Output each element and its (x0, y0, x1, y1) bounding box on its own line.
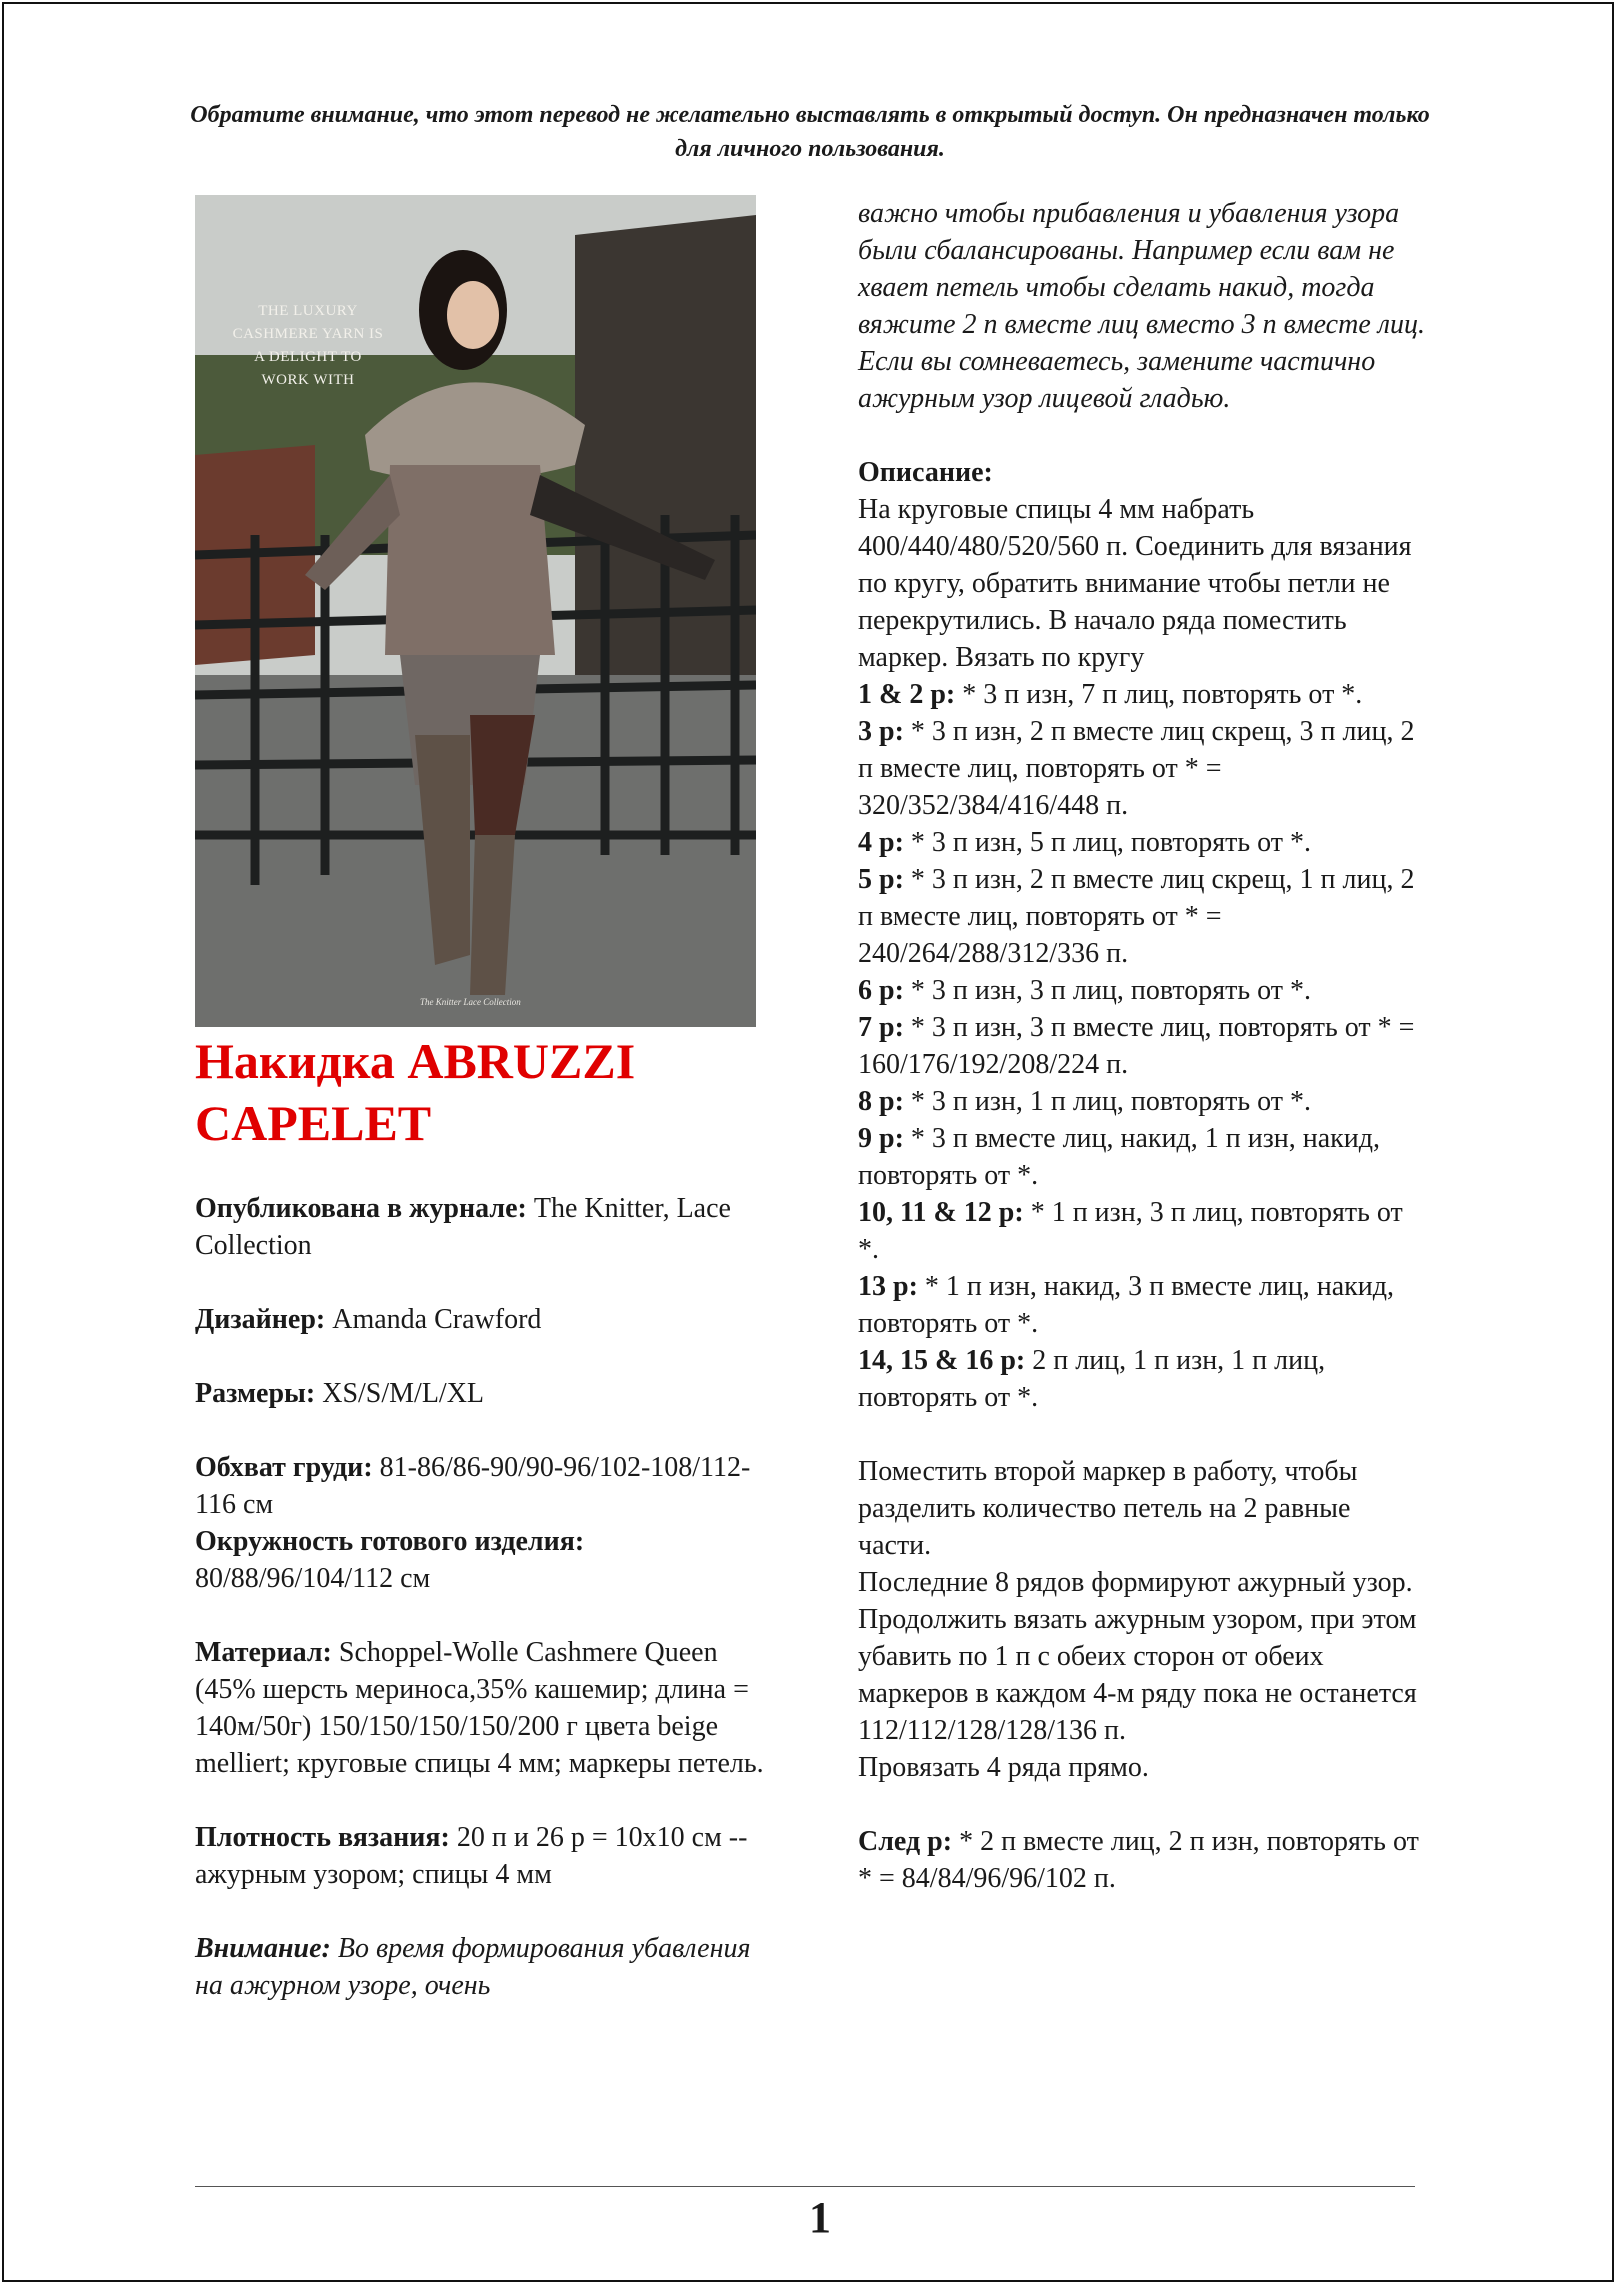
pattern-title: Накидка ABRUZZI CAPELET (195, 1033, 636, 1151)
row-instruction (858, 713, 1430, 824)
row-label: 8 р: (858, 1086, 904, 1117)
row-text: * 3 п изн, 3 п вместе лиц, повторять от * = 160/176/192/208/224 п. (858, 1012, 1415, 1080)
row-instruction (858, 972, 1430, 1009)
finished-size-info (195, 1523, 765, 1597)
footer-divider (195, 2186, 1415, 2187)
row-text: * 3 п изн, 5 п лиц, повторять от *. (903, 827, 1311, 858)
material-value: Schoppel-Wolle Cashmere Queen (45% шерсть мериноса,35% кашемир; длина = 140м/50г) 150/150/150/150/200 г цвета beige melliert; круговые спицы 4 мм; маркеры петель. (195, 1637, 764, 1779)
row-instruction (858, 1194, 1430, 1268)
row-label: 3 р: (858, 716, 904, 747)
photo-caption (228, 300, 388, 392)
next-row-instruction (858, 1823, 1430, 1897)
row-label: 5 р: (858, 864, 904, 895)
photo-caption-line: A DELIGHT TO (254, 349, 362, 365)
photo-caption-line: THE LUXURY (258, 303, 358, 319)
row-text: * 3 п изн, 2 п вместе лиц скрещ, 3 п лиц, 2 п вместе лиц, повторять от * = 320/352/384/416/448 п. (858, 716, 1415, 821)
next-row-label: След р: (858, 1826, 953, 1857)
gauge-info (195, 1819, 765, 1893)
attention-value: Во время формирования убавления на ажурном узоре, очень (195, 1933, 751, 2001)
distribution-notice: Обратите внимание, что этот перевод не желательно выставлять в открытый доступ. Он предназначен только для личного пользования. (190, 102, 1430, 162)
row-label: 9 р: (858, 1123, 904, 1154)
published-info (195, 1190, 765, 1264)
row-text: * 3 п вместе лиц, накид, 1 п изн, накид, повторять от *. (858, 1123, 1381, 1191)
row-label: 4 р: (858, 827, 904, 858)
row-instruction (858, 1268, 1430, 1342)
row-label: 14, 15 & 16 р: (858, 1345, 1026, 1376)
row-text: * 3 п изн, 2 п вместе лиц скрещ, 1 п лиц, 2 п вместе лиц, повторять от * = 240/264/288/312/336 п. (858, 864, 1415, 969)
material-info (195, 1634, 765, 1782)
sizes-info (195, 1375, 765, 1412)
designer-label: Дизайнер: (195, 1304, 326, 1335)
photo-caption-line: CASHMERE YARN IS (232, 326, 384, 342)
published-value: The Knitter, Lace Collection (195, 1193, 731, 1261)
row-label: 7 р: (858, 1012, 904, 1043)
attention-continued: важно чтобы прибавления и убавления узора были сбалансированы. Например если вам не хвает петель чтобы сделать накид, тогда вяжите 2 п вместе лиц вместо 3 п вместе лиц. Если вы сомневаетесь, замените частично ажурным узор лицевой гладью. (858, 198, 1425, 414)
straight-rows-paragraph: Провязать 4 ряда прямо. (858, 1752, 1149, 1783)
right-column (858, 195, 1430, 1897)
row-text: * 1 п изн, 3 п лиц, повторять от *. (858, 1197, 1403, 1265)
row-label: 10, 11 & 12 р: (858, 1197, 1024, 1228)
row-label: 13 р: (858, 1271, 918, 1302)
cover-photo (195, 195, 756, 1027)
row-instruction (858, 1120, 1430, 1194)
row-instruction (858, 824, 1430, 861)
decrease-paragraph: Последние 8 рядов формируют ажурный узор. Продолжить вязать ажурным узором, при этом убавить по 1 п с обеих сторон от обеих маркеров в каждом 4-м ряду пока не останется 112/112/128/128/136 п. (858, 1567, 1417, 1746)
description-intro: На круговые спицы 4 мм набрать 400/440/480/520/560 п. Соединить для вязания по кругу, обратить внимание чтобы петли не перекрутились. В начало ряда поместить маркер. Вязать по кругу (858, 494, 1412, 673)
gauge-value: 20 п и 26 р = 10х10 см -- ажурным узором; спицы 4 мм (195, 1822, 748, 1890)
row-instruction (858, 1009, 1430, 1083)
row-label: 6 р: (858, 975, 904, 1006)
row-instruction (858, 1083, 1430, 1120)
row-instruction (858, 1342, 1430, 1416)
left-column (195, 1190, 765, 2004)
finished-size-value: 80/88/96/104/112 см (195, 1563, 431, 1594)
row-text: * 3 п изн, 3 п лиц, повторять от *. (903, 975, 1311, 1006)
attention-note (195, 1930, 765, 2004)
row-text: * 3 п изн, 1 п лиц, повторять от *. (903, 1086, 1311, 1117)
designer-info (195, 1301, 765, 1338)
page-number: 1 (809, 2193, 831, 2242)
finished-size-label: Окружность готового изделия: (195, 1526, 585, 1557)
sizes-value: XS/S/M/L/XL (315, 1378, 485, 1409)
designer-value: Amanda Crawford (325, 1304, 542, 1335)
row-text: * 1 п изн, накид, 3 п вместе лиц, накид, повторять от *. (858, 1271, 1395, 1339)
row-instruction (858, 861, 1430, 972)
chest-info (195, 1449, 765, 1523)
sizes-label: Размеры: (195, 1378, 316, 1409)
next-row-text: * 2 п вместе лиц, 2 п изн, повторять от * = 84/84/96/96/102 п. (858, 1826, 1419, 1894)
chest-value: 81-86/86-90/90-96/102-108/112-116 см (195, 1452, 751, 1520)
gauge-label: Плотность вязания: (195, 1822, 450, 1853)
row-instruction (858, 676, 1430, 713)
photo-caption-line: WORK WITH (261, 372, 355, 388)
material-label: Материал: (195, 1637, 332, 1668)
row-text: 2 п лиц, 1 п изн, 1 п лиц, повторять от *. (858, 1345, 1326, 1413)
chest-label: Обхват груди: (195, 1452, 373, 1483)
description-heading-text: Описание: (858, 457, 993, 488)
row-label: 1 & 2 р: (858, 679, 956, 710)
published-label: Опубликована в журнале: (195, 1193, 527, 1224)
description-heading (858, 454, 1430, 491)
row-text: * 3 п изн, 7 п лиц, повторять от *. (955, 679, 1363, 710)
attention-label: Внимание: (195, 1933, 331, 1964)
photo-credit: The Knitter Lace Collection (420, 997, 521, 1007)
marker-paragraph: Поместить второй маркер в работу, чтобы разделить количество петель на 2 равные части. (858, 1456, 1358, 1561)
